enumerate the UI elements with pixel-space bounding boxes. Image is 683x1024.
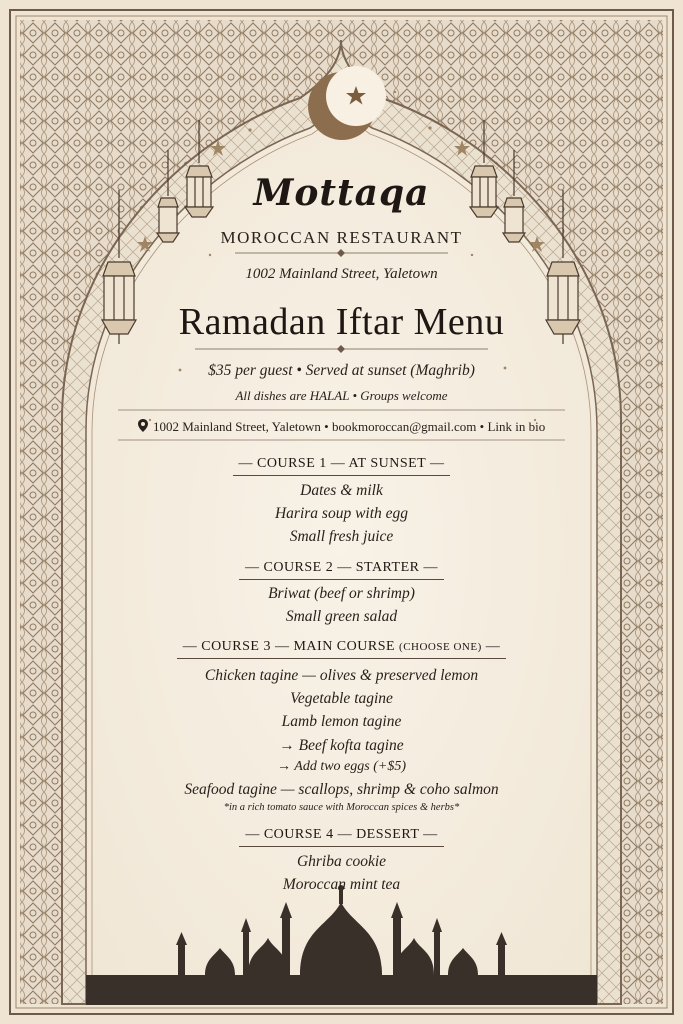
list-item: → Add two eggs (+$5) bbox=[277, 759, 406, 774]
list-item: Small green salad bbox=[285, 608, 398, 625]
list-item-note: *in a rich tomato sauce with Moroccan spices & herbs* bbox=[223, 802, 460, 813]
price-line: $35 per guest • Served at sunset (Maghrib) bbox=[208, 362, 475, 379]
contact-link[interactable]: Link in bio bbox=[487, 419, 546, 434]
restaurant-name: Mottaqa bbox=[253, 172, 430, 214]
contact-address: 1002 Mainland Street, Yaletown bbox=[152, 419, 321, 434]
list-item: Lamb lemon tagine bbox=[281, 713, 402, 730]
contact-email[interactable]: bookmoroccan@gmail.com bbox=[331, 419, 477, 434]
location-pin-icon bbox=[138, 419, 148, 432]
contact-separator: • bbox=[324, 419, 329, 434]
restaurant-tagline: MOROCCAN RESTAURANT bbox=[220, 228, 463, 247]
course-2-header: — COURSE 2 — STARTER — bbox=[0, 560, 683, 580]
list-item: Moroccan mint tea bbox=[282, 876, 401, 893]
contact-line bbox=[0, 419, 683, 435]
menu-title: Ramadan Iftar Menu bbox=[178, 301, 505, 343]
course-4-header: — COURSE 4 — DESSERT — bbox=[0, 827, 683, 847]
restaurant-address: 1002 Mainland Street, Yaletown bbox=[245, 266, 438, 282]
list-item: → Beef kofta tagine bbox=[279, 737, 404, 754]
list-item: Small fresh juice bbox=[289, 528, 394, 545]
list-item: Ghriba cookie bbox=[296, 853, 387, 870]
list-item: Chicken tagine — olives & preserved lemon bbox=[204, 667, 479, 684]
course-1-header: — COURSE 1 — AT SUNSET — bbox=[0, 456, 683, 476]
course-3-header: — COURSE 3 — MAIN COURSE (CHOOSE ONE) — bbox=[0, 639, 683, 659]
list-item: Vegetable tagine bbox=[290, 690, 393, 707]
list-item: Dates & milk bbox=[300, 482, 383, 499]
info-line: All dishes are HALAL • Groups welcome bbox=[235, 388, 448, 403]
list-item: Seafood tagine — scallops, shrimp & coho salmon bbox=[184, 781, 499, 798]
contact-separator: • bbox=[479, 419, 485, 434]
list-item: Briwat (beef or shrimp) bbox=[268, 585, 415, 602]
list-item: Harira soup with egg bbox=[274, 505, 409, 522]
